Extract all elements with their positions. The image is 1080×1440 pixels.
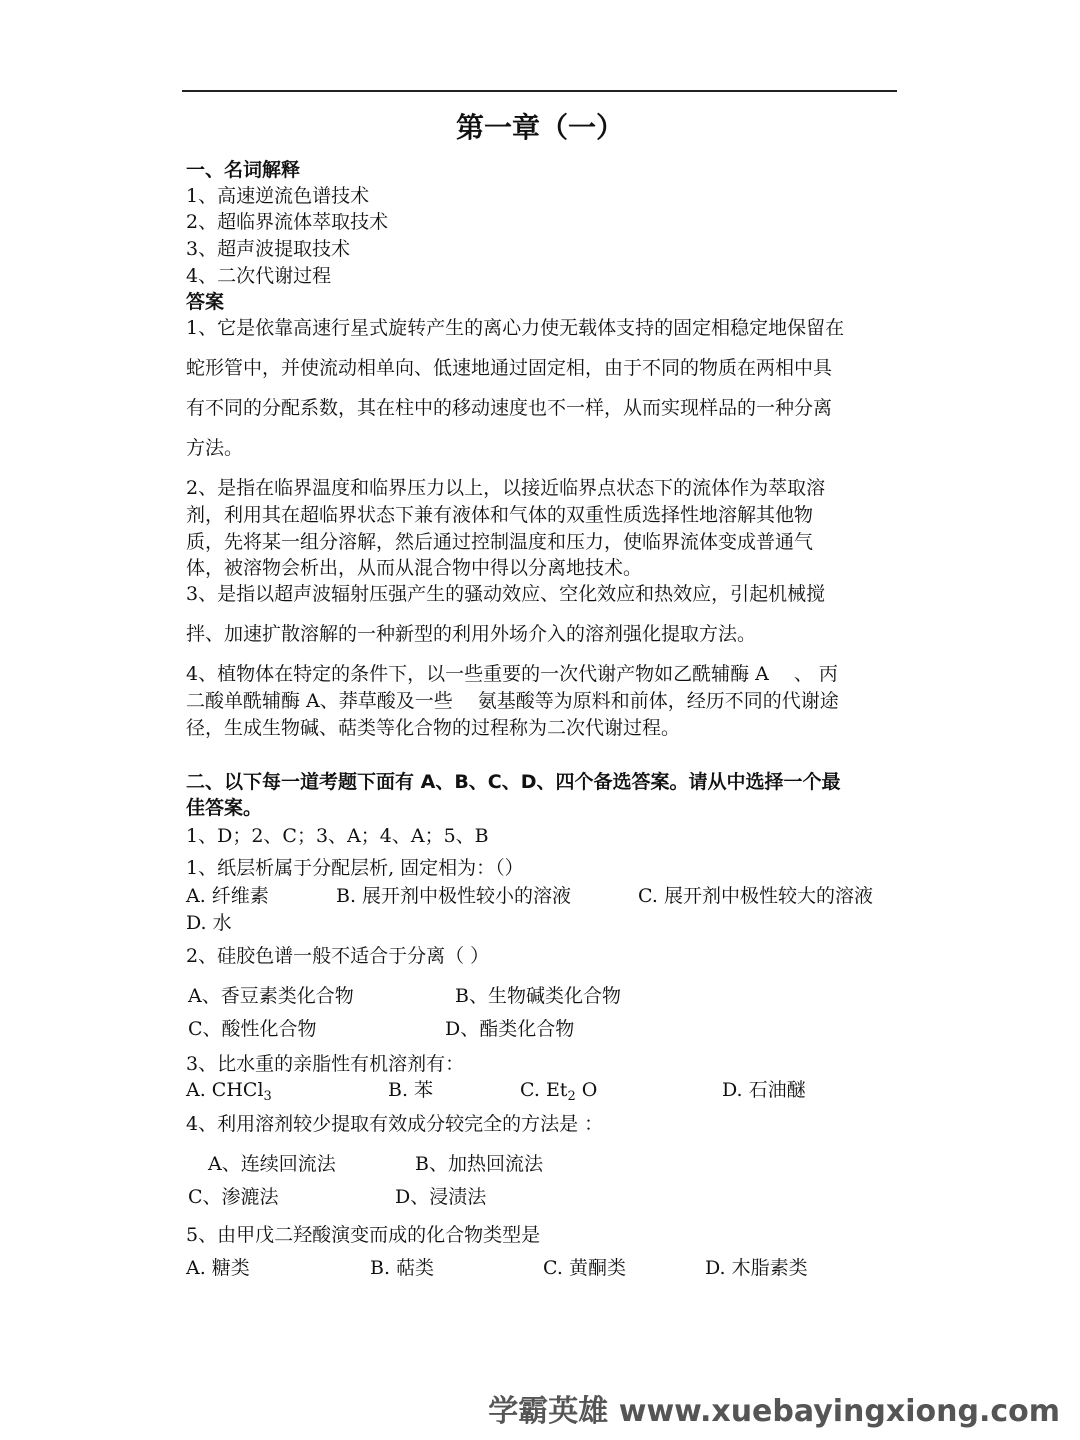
page-title: 第一章（一） [455, 111, 624, 144]
q1-option-b: B. 展开剂中极性较小的溶液 [336, 885, 572, 907]
q1-option-d: D. 水 [186, 912, 232, 934]
q5-option-a: A. 糖类 [186, 1257, 250, 1279]
answer-1-line: 蛇形管中，并使流动相单向、低速地通过固定相，由于不同的物质在两相中具 [186, 357, 833, 379]
footer-watermark: 学霸英雄 www.xuebayingxiong.com [488, 1394, 1060, 1429]
q4-option-d: D、浸渍法 [395, 1186, 487, 1208]
q1-option-c: C. 展开剂中极性较大的溶液 [638, 885, 873, 907]
q3-option-c: C. $Et_2$ O [520, 1079, 598, 1104]
section2-heading: 佳答案。 [186, 797, 263, 819]
answer-heading: 答案 [186, 291, 225, 313]
question-3-stem: 3、比水重的亲脂性有机溶剂有： [186, 1053, 465, 1075]
question-5-stem: 5、由甲戊二羟酸演变而成的化合物类型是 [186, 1224, 541, 1246]
question-4-stem: 4、利用溶剂较少提取有效成分较完全的方法是 ： [186, 1113, 604, 1135]
q5-option-c: C. 黄酮类 [543, 1257, 626, 1279]
term-2: 2、超临界流体萃取技术 [186, 211, 389, 233]
q3-option-d: D. 石油醚 [722, 1079, 806, 1101]
answer-4-line: 4、植物体在特定的条件下，以一些重要的一次代谢产物如乙酰辅酶 A 、 丙 [186, 663, 838, 685]
answer-2-line: 2、是指在临界温度和临界压力以上，以接近临界点状态下的流体作为萃取溶 [186, 477, 826, 499]
q4-option-a: A、连续回流法 [208, 1153, 336, 1175]
answer-key: 1、D；2、C；3、A；4、A；5、B [186, 825, 489, 847]
term-4: 4、二次代谢过程 [186, 265, 332, 287]
answer-2-line: 剂，利用其在超临界状态下兼有液体和气体的双重性质选择性地溶解其他物 [186, 504, 814, 526]
q3-option-b: B. 苯 [388, 1079, 434, 1101]
q2-option-c: C、酸性化合物 [188, 1018, 317, 1040]
q5-option-b: B. 萜类 [370, 1257, 435, 1279]
answer-4-line: 二酸单酰辅酶 A、莽草酸及一些 氨基酸等为原料和前体，经历不同的代谢途 [186, 690, 839, 712]
question-2-stem: 2、硅胶色谱一般不适合于分离（ ） [186, 945, 490, 967]
answer-1-line: 1、它是依靠高速行星式旋转产生的离心力使无载体支持的固定相稳定地保留在 [186, 317, 845, 339]
q4-option-b: B、加热回流法 [415, 1153, 543, 1175]
q3-option-a: A. CHCl$_3$ [186, 1079, 272, 1104]
q5-option-d: D. 木脂素类 [705, 1257, 808, 1279]
header-rule [182, 90, 897, 92]
q2-option-b: B、生物碱类化合物 [455, 985, 621, 1007]
answer-3-line: 3、是指以超声波辐射压强产生的骚动效应、空化效应和热效应，引起机械搅 [186, 583, 826, 605]
question-1-stem: 1、纸层析属于分配层析, 固定相为：（） [186, 857, 524, 879]
answer-1-line: 方法。 [186, 437, 244, 459]
answer-4-line: 径，生成生物碱、萜类等化合物的过程称为二次代谢过程。 [186, 717, 681, 739]
term-1: 1、高速逆流色谱技术 [186, 185, 370, 207]
term-3: 3、超声波提取技术 [186, 238, 351, 260]
answer-3-line: 拌、加速扩散溶解的一种新型的利用外场介入的溶剂强化提取方法。 [186, 623, 757, 645]
section2-heading: 二、以下每一道考题下面有 A、B、C、D、四个备选答案。请从中选择一个最 [186, 771, 841, 793]
q2-option-a: A、香豆素类化合物 [188, 985, 354, 1007]
section1-heading: 一、名词解释 [186, 159, 301, 181]
q1-option-a: A. 纤维素 [186, 885, 269, 907]
q2-option-d: D、酯类化合物 [445, 1018, 575, 1040]
q4-option-c: C、渗漉法 [188, 1186, 279, 1208]
answer-2-line: 体，被溶物会析出，从而从混合物中得以分离地技术。 [186, 557, 643, 579]
answer-1-line: 有不同的分配系数，其在柱中的移动速度也不一样，从而实现样品的一种分离 [186, 397, 833, 419]
answer-2-line: 质，先将某一组分溶解，然后通过控制温度和压力，使临界流体变成普通气 [186, 531, 814, 553]
